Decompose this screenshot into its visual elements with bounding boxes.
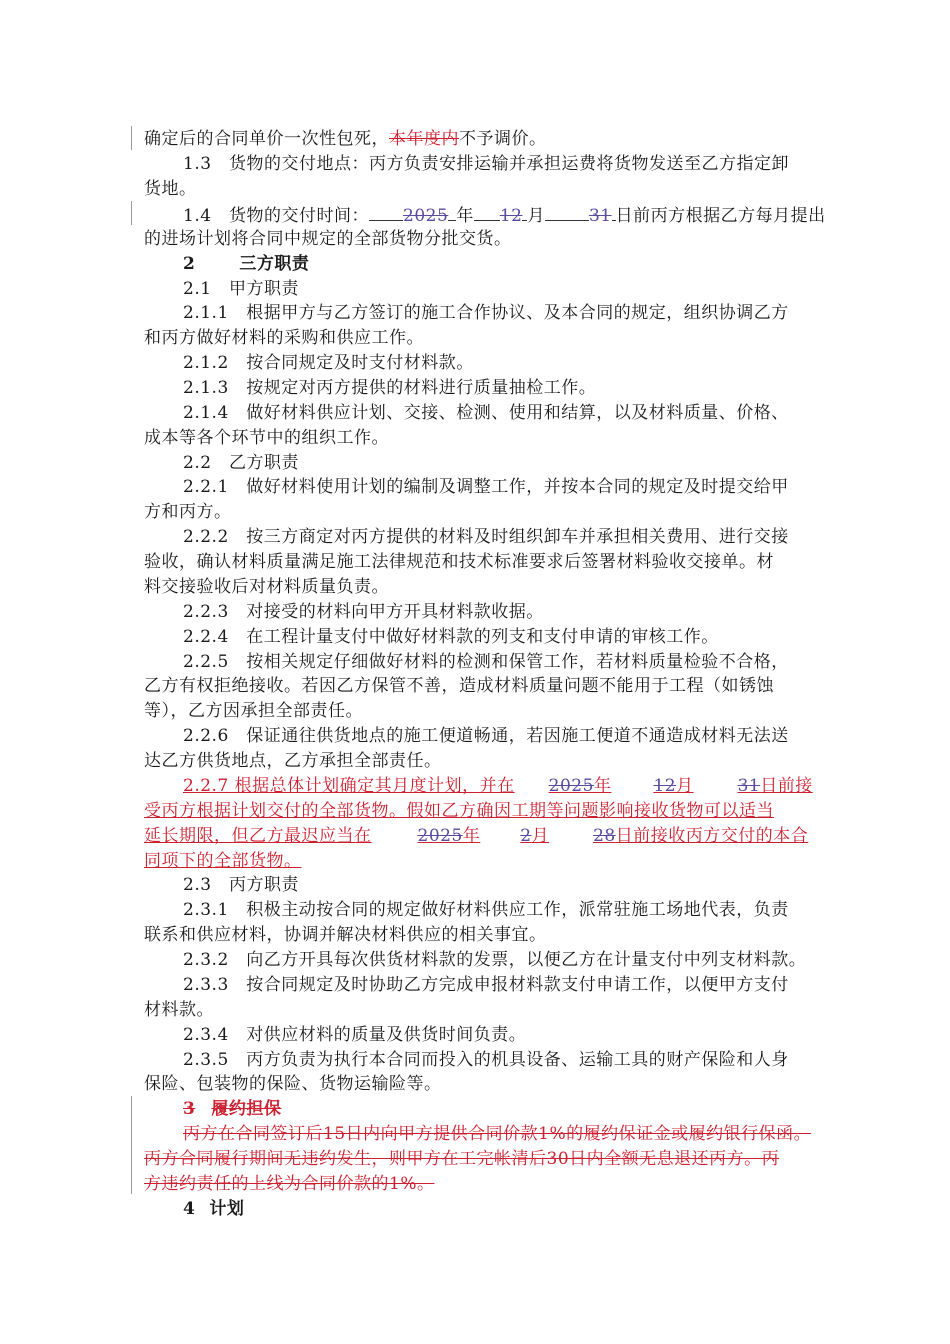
deleted-day: 31: [588, 206, 612, 226]
deleted-year: 2025: [403, 206, 449, 226]
deleted-line: 丙方在合同签订后15日内向甲方提供合同价款1%的履约保证金或履约银行保函。: [183, 1124, 812, 1144]
paragraph-line: 2.2.2 按三方商定对丙方提供的材料及时组织卸车并承担相关费用、进行交接: [183, 527, 789, 547]
paragraph-line: 和丙方做好材料的采购和供应工作。: [144, 328, 424, 348]
inserted-line: 受丙方根据计划交付的全部货物。假如乙方确因工期等问题影响接收货物可以适当: [144, 801, 774, 821]
change-bar: [131, 1096, 132, 1194]
paragraph-line: 方和丙方。: [144, 502, 232, 522]
deleted-line: 方违约责任的上线为合同价款的1%。: [144, 1174, 435, 1194]
change-bar: [131, 126, 132, 150]
paragraph-line: 保险、包装物的保险、货物运输险等。: [144, 1074, 442, 1094]
paragraph-line: 材料款。: [144, 1000, 214, 1020]
paragraph-line: 2.2.1 做好材料使用计划的编制及调整工作，并按本合同的规定及时提交给甲: [183, 477, 789, 497]
paragraph-line: 乙方有权拒绝接收。若因乙方保管不善，造成材料质量问题不能用于工程（如锈蚀: [144, 676, 774, 696]
paragraph-line: 货地。: [144, 179, 197, 199]
paragraph-line: 2.2.4 在工程计量支付中做好材料款的列支和支付申请的审核工作。: [183, 627, 719, 647]
subsection-heading: 2.1 甲方职责: [183, 279, 300, 299]
paragraph-line: 2.3.5 丙方负责为执行本合同而投入的机具设备、运输工具的财产保险和人身: [183, 1050, 789, 1070]
deleted-line: 丙方合同履行期间无违约发生，则甲方在工完帐清后30日内全额无息退还丙方。丙: [144, 1149, 780, 1169]
subsection-heading: 2.3 丙方职责: [183, 875, 300, 895]
paragraph-line: 2.1.4 做好材料供应计划、交接、检测、使用和结算，以及材料质量、价格、: [183, 403, 789, 423]
inserted-line: 同项下的全部货物。: [144, 851, 302, 871]
deleted-section-heading: 3 履约担保: [183, 1099, 282, 1119]
paragraph-line: 等），乙方因承担全部责任。: [144, 701, 363, 721]
paragraph-line: 成本等各个环节中的组织工作。: [144, 428, 389, 448]
paragraph-line: 2.3.4 对供应材料的质量及供货时间负责。: [183, 1025, 527, 1045]
paragraph-line: 1.3 货物的交付地点：丙方负责安排运输并承担运费将货物发送至乙方指定卸: [183, 154, 790, 174]
paragraph-line: 1.4 货物的交付时间： 2025 年 12 月 31 日前丙方根据乙方每月提出: [183, 203, 826, 227]
subsection-heading: 2.2 乙方职责: [183, 453, 300, 473]
paragraph-line: 的进场计划将合同中规定的全部货物分批交货。: [144, 229, 512, 249]
section-heading: 4 计划: [183, 1199, 245, 1219]
paragraph-line: 2.2.3 对接受的材料向甲方开具材料款收据。: [183, 602, 544, 622]
deleted-month: 12: [499, 206, 523, 226]
paragraph-line: 2.3.1 积极主动按合同的规定做好材料供应工作，派常驻施工场地代表，负责: [183, 900, 789, 920]
paragraph-line: 联系和供应材料，协调并解决材料供应的相关事宜。: [144, 925, 547, 945]
change-bar: [131, 201, 132, 225]
section-heading: 2 三方职责: [183, 254, 310, 274]
paragraph-line: 2.1.1 根据甲方与乙方签订的施工合作协议、及本合同的规定，组织协调乙方: [183, 303, 789, 323]
paragraph-line: 2.2.6 保证通往供货地点的施工便道畅通，若因施工便道不通造成材料无法送: [183, 726, 789, 746]
paragraph-line: 2.1.2 按合同规定及时支付材料款。: [183, 353, 474, 373]
paragraph-line: 2.3.2 向乙方开具每次供货材料款的发票，以便乙方在计量支付中列支材料款。: [183, 950, 807, 970]
inserted-line: 2.2.7 根据总体计划确定其月度计划，并在 2025年 12月 31日前接: [183, 776, 813, 796]
paragraph-line: 2.3.3 按合同规定及时协助乙方完成申报材料款支付申请工作，以便甲方支付: [183, 975, 789, 995]
paragraph-line: 2.1.3 按规定对丙方提供的材料进行质量抽检工作。: [183, 378, 597, 398]
paragraph-line: 料交接验收后对材料质量负责。: [144, 577, 389, 597]
paragraph-line: 验收，确认材料质量满足施工法律规范和技术标准要求后签署材料验收交接单。材: [144, 552, 774, 572]
deleted-text: 本年度内: [389, 129, 459, 149]
inserted-line: 延长期限，但乙方最迟应当在 2025年 2月 28日前接收丙方交付的本合: [144, 826, 809, 846]
paragraph-line: 2.2.5 按相关规定仔细做好材料的检测和保管工作，若材料质量检验不合格，: [183, 652, 789, 672]
paragraph-line: 达乙方供货地点，乙方承担全部责任。: [144, 751, 442, 771]
paragraph-line: 确定后的合同单价一次性包死，本年度内不予调价。: [144, 129, 547, 149]
